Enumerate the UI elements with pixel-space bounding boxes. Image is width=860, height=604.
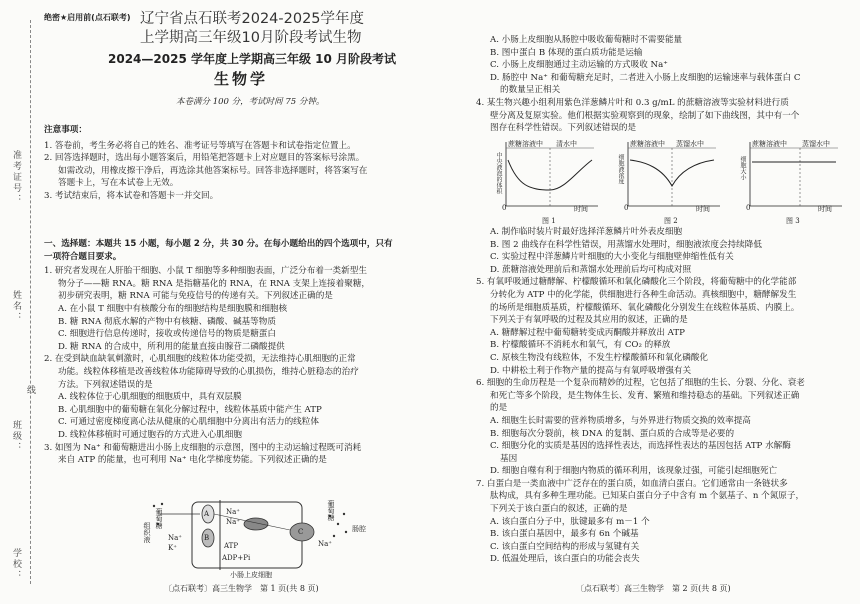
option-d: D. 低温处理后，该白蛋白的功能会丧失 [490, 554, 640, 565]
q3-options [476, 34, 800, 135]
question-text: 分转化为 ATP 中的化学能，供细胞进行各种生命活动。真核细胞中，糖酵解发生 [490, 289, 797, 300]
line-marker: 线 [25, 385, 35, 396]
option-d: D. 线粒体移植时可通过胞吞的方式进入心肌细胞 [58, 429, 242, 440]
question-text: 的是 [490, 403, 508, 414]
right-continued [476, 226, 805, 566]
graph-3-svg [738, 138, 846, 214]
option-c: C. 细胞进行信息传递时，接收或传递信号的物质是糖蛋白 [58, 329, 276, 340]
na-label-cell: Na⁺ [226, 508, 240, 516]
graph-3 [738, 138, 846, 230]
question-text: 物分子——糖 RNA。糖 RNA 是指糖基化的 RNA，在 RNA 支架上连接着聚糖， [58, 278, 371, 289]
particle [345, 531, 347, 533]
option-b: B. 糖 RNA 彻底水解的产物中有核糖、磷酸、碱基等物质 [58, 316, 276, 327]
note-line: 1. 答卷前，考生务必将自己的姓名、准考证号等填写在答题卡和试卷指定位置上。 [44, 140, 356, 151]
k-label: K⁺ [168, 544, 177, 552]
seg1-label: 蔗糖溶液中 [752, 140, 787, 148]
tissue-fluid-label: 组织液 [143, 522, 151, 543]
question-text: 和死亡等多个阶段，是生物体生长、发育、繁殖和维持稳态的基础。下列叙述正确 [490, 390, 800, 401]
overlay-line: 辽宁省点石联考2024-2025学年度 [140, 11, 365, 27]
atp-label: ATP [224, 542, 239, 550]
option-a: A. 制作临时装片时最好选择洋葱鳞片叶外表皮细胞 [490, 227, 683, 237]
option-b: B. 图中蛋白 B 体现的蛋白质功能是运输 [490, 47, 643, 58]
question-3 [44, 442, 393, 467]
question-text: 肽构成，具有多种生理功能。已知某白蛋白分子中含有 m 个氨基子、n 个氮原子， [490, 491, 805, 502]
exam-title: 2024—2025 学年度上学期高三年级 10 月阶段考试 [108, 52, 397, 66]
option-a: A. 线粒体位于心肌细胞的细胞质中，具有双层膜 [58, 392, 242, 403]
particle [343, 513, 345, 515]
question-text: 7. 白蛋白是一类血液中广泛存在的蛋白质，如血清白蛋白。它们通常由一条链状多 [476, 478, 788, 489]
x-label: 时间 [696, 205, 710, 213]
y-label: 中央液泡的体积 [495, 152, 502, 194]
question-2 [44, 353, 393, 441]
school-label: 学校： [11, 548, 21, 581]
particle [153, 505, 155, 507]
question-text: 来自 ATP 的能量，也可利用 Na⁺ 电化学梯度势能。下列叙述正确的是 [58, 455, 327, 466]
adp-label: ADP+Pi [222, 554, 251, 562]
binding-margin [0, 0, 40, 604]
particle [161, 503, 163, 505]
seg1-label: 蔗糖溶液中 [508, 140, 543, 148]
score-note: 本卷满分 100 分，考试时间 75 分钟。 [176, 97, 325, 107]
option-c-cont: 基因 [500, 453, 518, 464]
option-c: C. 小肠上皮细胞通过主动运输的方式吸收 Na⁺ [490, 60, 668, 71]
origin-label: 0 [746, 204, 751, 212]
seg1-label: 蔗糖溶液中 [630, 140, 665, 148]
lumen-label: 肠腔 [352, 525, 366, 533]
option-d: D. 肠腔中 Na⁺ 和葡萄糖充足时，二者进入小肠上皮细胞的运输速率与载体蛋白 C [490, 72, 801, 83]
question-text: 3. 如图为 Na⁺ 和葡萄糖进出小肠上皮细胞的示意图，图中的主动运输过程既可消耗 [44, 442, 362, 453]
graph-1 [494, 138, 602, 230]
origin-label: 0 [502, 204, 507, 212]
option-b: B. 柠檬酸循环不消耗水和氧气，有 CO₂ 的释放 [490, 340, 671, 351]
x-label: 时间 [574, 205, 588, 213]
na-label-cell: Na⁺ [226, 518, 240, 526]
option-b: B. 该白蛋白基因中，最多有 6n 个碱基 [490, 529, 639, 540]
option-a: A. 糖酵解过程中葡萄糖转变成丙酮酸并释放出 ATP [490, 327, 685, 338]
option-c: C. 该白蛋白空间结构的形成与氢键有关 [490, 541, 640, 552]
particle [337, 523, 339, 525]
option-a: A. 小肠上皮细胞从肠腔中吸收葡萄糖时不需要能量 [490, 35, 683, 45]
option-a: A. 该白蛋白分子中，肽键最多有 m－1 个 [490, 516, 650, 527]
seg2-label: 蒸馏水中 [676, 140, 704, 148]
y-label: 细胞大小 [739, 156, 746, 180]
option-d: D. 蔗糖溶液处理前后和蒸馏水处理前后均可构成对照 [490, 264, 692, 275]
question-text: 5. 有氧呼吸通过糖酵解、柠檬酸循环和氧化磷酸化三个阶段，将葡萄糖中的化学能部 [476, 277, 797, 288]
glucose-right-label: 葡萄糖 [327, 500, 335, 521]
question-text: 壁分离及复原实验。他们根据实验观察到的现象，绘制了如下曲线图，其中有一个 [490, 110, 800, 121]
page-1 [44, 0, 464, 604]
question-text: 的场所是细胞质基质，柠檬酸循环、氧化磷酸化分别发生在线粒体基质、内膜上。 [490, 302, 800, 313]
option-b: B. 心肌细胞中的葡萄糖在氧化分解过程中，线粒体基质中能产生 ATP [58, 404, 322, 415]
option-d: D. 细胞自噬有利于细胞内物质的循环利用，该现象过强，可能引起细胞死亡 [490, 466, 778, 477]
footer-left: 〔点石联考〕高三生物学 第 1 页(共 8 页) [164, 584, 319, 593]
seg2-label: 清水中 [556, 140, 577, 148]
question-6 [476, 377, 805, 478]
option-d-cont: 的数量呈正相关 [500, 85, 561, 96]
binding-line [30, 20, 31, 584]
na-label: Na⁺ [168, 534, 182, 542]
footer-right: 〔点石联考〕高三生物学 第 2 页(共 8 页) [576, 584, 731, 593]
na-label-lumen: Na⁺ [318, 540, 332, 548]
question-text: 2. 在受到缺血缺氧刺激时，心肌细胞的线粒体功能受损，无法维持心肌细胞的正常 [44, 354, 356, 365]
graph-caption: 图 2 [664, 217, 678, 225]
option-b: B. 细胞每次分裂前，核 DNA 的复制、蛋白质的合成等是必要的 [490, 428, 735, 439]
label-a: A [204, 510, 210, 518]
graph-caption: 图 1 [542, 217, 556, 225]
intestinal-cell-diagram [140, 496, 380, 582]
section-heading: 一项符合题目要求。 [44, 251, 122, 262]
graph-2 [616, 138, 724, 230]
question-text: 初步研究表明，糖 RNA 可能与免疫信号的传递有关。下列叙述正确的是 [58, 291, 333, 302]
option-d: D. 糖 RNA 的合成中，所利用的能量直接由腺苷二磷酸提供 [58, 341, 285, 352]
note-line: 2. 回答选择题时，选出每小题答案后，用铅笔把答题卡上对应题目的答案标号涂黑。 [44, 153, 365, 164]
question-text: 下列关于该白蛋白的叙述，正确的是 [490, 504, 628, 515]
seg2-label: 蒸馏水中 [802, 140, 830, 148]
question-text: 图存在科学性错误。下列叙述错误的是 [490, 123, 637, 134]
label-b: B [204, 534, 210, 542]
origin-label: 0 [624, 204, 629, 212]
option-c: C. 原核生物没有线粒体，不发生柠檬酸循环和氧化磷酸化 [490, 352, 708, 363]
class-label: 班级： [11, 420, 21, 453]
label-c: C [298, 528, 304, 536]
question-5 [476, 276, 805, 377]
question-1 [44, 265, 393, 353]
page-2 [476, 0, 854, 604]
question-text: 方法。下列叙述错误的是 [58, 379, 153, 390]
figure-caption: 小肠上皮细胞 [230, 571, 272, 579]
question-text: 1. 研究者发现在人肝胎干细胞、小鼠 T 细胞等多种细胞表面，广泛分布着一类新型生 [44, 266, 367, 277]
name-label: 姓名： [11, 290, 21, 323]
section-1 [44, 238, 393, 467]
option-c: C. 实验过程中洋葱鳞片叶细胞的大小变化与细胞壁伸缩性低有关 [490, 252, 734, 263]
overlay-line: 上学期高三年级10月阶段考试生物 [140, 30, 362, 46]
exam-number-label: 准考证号： [11, 150, 21, 205]
nucleus [244, 518, 268, 530]
y-label: 细胞液浓度 [617, 154, 624, 184]
option-d: D. 中耕松土利于作物产量的提高与有氧呼吸增强有关 [490, 365, 692, 376]
option-a: A. 在小鼠 T 细胞中有核酸分布的细胞结构是细胞膜和细胞核 [58, 303, 288, 314]
particle [333, 535, 335, 537]
option-b: B. 图 2 曲线存在科学性错误，用蒸馏水处理时，细胞液浓度会持续降低 [490, 239, 762, 250]
question-text: 功能。线粒体移植是改善线粒体功能障碍导致的心肌损伤，维持心脏稳态的治疗 [58, 366, 359, 377]
question-4 [476, 97, 800, 135]
note-line: 如需改动，用橡皮擦干净后，再选涂其他答案标号。回答非选择题时，将答案写在 [58, 165, 368, 176]
x-label: 时间 [818, 205, 832, 213]
question-text: 4. 某生物兴趣小组利用紫色洋葱鳞片叶和 0.3 g/mL 的蔗糖溶液等实验材料进行质 [476, 97, 789, 108]
subject-title: 生物学 [214, 70, 269, 88]
option-c: C. 可通过密度梯度离心法从健康的心肌细胞中分离出有活力的线粒体 [58, 417, 319, 428]
note-line: 3. 考试结束后，将本试卷和答题卡一并交回。 [44, 190, 219, 201]
notes-heading: 注意事项： [44, 125, 87, 135]
graph-caption: 图 3 [786, 217, 800, 225]
glucose-left-label: 葡萄糖 [155, 508, 163, 529]
doc-title-overlay [140, 10, 364, 48]
question-7 [476, 478, 805, 566]
question-text: 下列关于有氧呼吸的过程及其应用的叙述，正确的是 [490, 315, 688, 326]
section-heading: 一、选择题：本题共 15 小题，每小题 2 分，共 30 分。在每小题给出的四个选项中，只有 [44, 239, 393, 249]
graph-1-svg [494, 138, 602, 214]
note-line: 答题卡上，写在本试卷上无效。 [58, 178, 179, 189]
question-text: 6. 细胞的生命历程是一个复杂而精妙的过程，它包括了细胞的生长、分裂、分化、衰老 [476, 378, 805, 389]
option-a: A. 细胞生长时需要的营养物质增多，与外界进行物质交换的效率提高 [490, 415, 751, 426]
graph-2-svg [616, 138, 724, 214]
notes-block [44, 124, 367, 203]
secret-tag: 绝密★启用前(点石联考) [44, 13, 131, 22]
option-c: C. 细胞分化的实质是基因的选择性表达，而选择性表达的基因包括 ATP 水解酶 [490, 441, 791, 452]
